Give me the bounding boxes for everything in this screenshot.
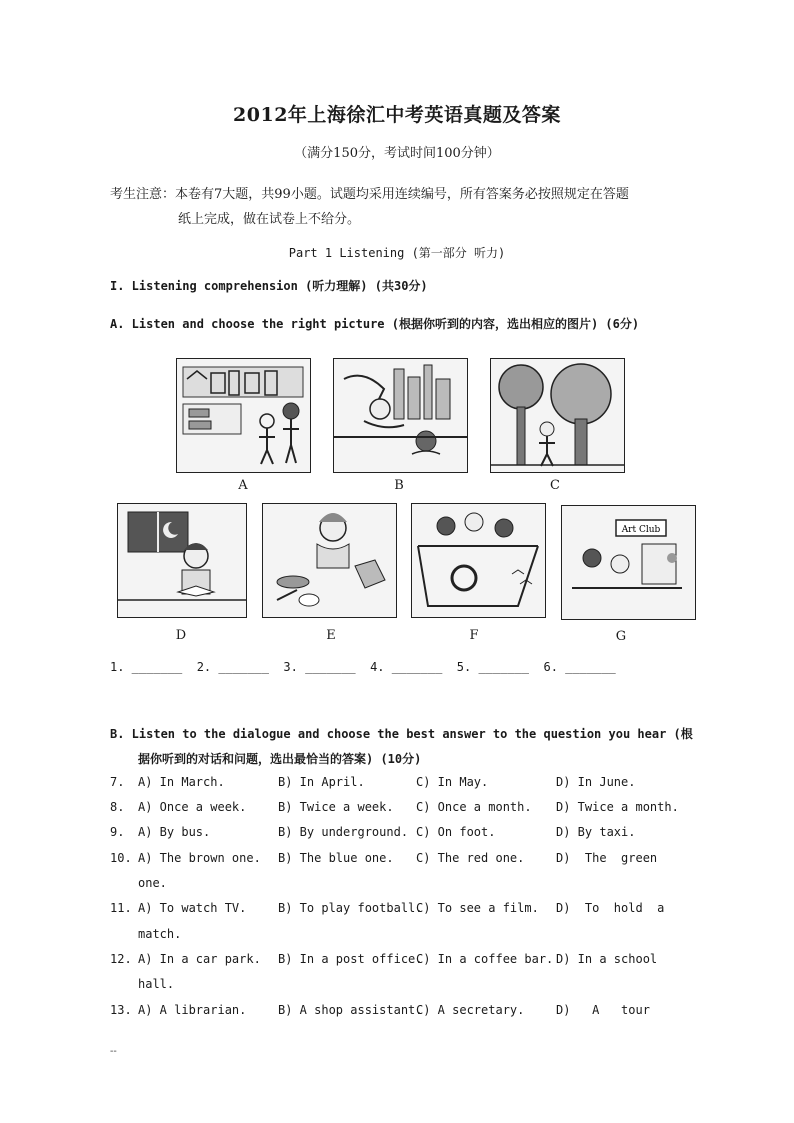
option-b: B) In April. (278, 775, 365, 789)
picture-d (117, 503, 247, 618)
option-d: D) In a school (556, 952, 658, 966)
option-d: D) The green (556, 851, 658, 865)
section-b-line-1: B. Listen to the dialogue and choose the best answer to the question you hear (根 (110, 727, 693, 741)
section-b-line-2: 据你听到的对话和问题，选出最恰当的答案) (10分) (138, 752, 422, 766)
part-heading: Part 1 Listening (第一部分 听力) (288, 246, 506, 260)
picture-g-label: G (615, 629, 627, 644)
option-b: B) The blue one. (278, 851, 394, 865)
question-row (110, 825, 690, 843)
option-d: D) To hold a (556, 901, 665, 915)
question-number: 11. (110, 901, 132, 915)
picture-f (411, 503, 546, 618)
question-row (110, 901, 690, 919)
question-number: 8. (110, 800, 125, 814)
option-continuation: one. (138, 876, 167, 890)
picture-b-label: B (394, 478, 404, 493)
art-club-sign: Art Club (621, 525, 661, 535)
option-continuation: match. (138, 927, 182, 941)
question-row-continuation (110, 977, 690, 995)
option-a: A) By bus. (138, 825, 211, 839)
option-a: A) To watch TV. (138, 901, 247, 915)
question-row (110, 1003, 690, 1021)
option-a: A) In a car park. (138, 952, 261, 966)
question-number: 10. (110, 851, 132, 865)
option-c: C) In a coffee bar. (416, 952, 554, 966)
option-a: A) Once a week. (138, 800, 247, 814)
option-a: A) In March. (138, 775, 225, 789)
question-row-continuation (110, 927, 690, 945)
picture-a-label: A (238, 478, 248, 493)
picture-e (262, 503, 397, 618)
option-a: A) A librarian. (138, 1003, 247, 1017)
option-b: B) To play football. (278, 901, 423, 915)
option-b: B) A shop assistant. (278, 1003, 423, 1017)
option-d: D) Twice a month. (556, 800, 679, 814)
option-c: C) In May. (416, 775, 489, 789)
question-row-continuation (110, 876, 690, 894)
picture-c-label: C (550, 478, 560, 493)
option-d: D) A tour (556, 1003, 650, 1017)
question-row (110, 775, 690, 793)
option-c: C) The red one. (416, 851, 525, 865)
answer-blanks-1-6: 1. _______ 2. _______ 3. _______ 4. _______ 5. _______ 6. _______ (110, 660, 616, 674)
question-number: 9. (110, 825, 125, 839)
option-d: D) By taxi. (556, 825, 636, 839)
picture-b (333, 358, 468, 473)
option-continuation: hall. (138, 977, 175, 991)
exam-info: （满分150分，考试时间100分钟） (294, 146, 500, 161)
option-c: C) On foot. (416, 825, 496, 839)
option-c: C) To see a film. (416, 901, 539, 915)
page-footer-mark: -- (110, 1046, 117, 1057)
question-number: 12. (110, 952, 132, 966)
option-b: B) By underground. (278, 825, 409, 839)
picture-d-label: D (175, 628, 187, 643)
question-row (110, 800, 690, 818)
question-row (110, 952, 690, 970)
option-b: B) In a post office. (278, 952, 423, 966)
question-row (110, 851, 690, 869)
question-number: 13. (110, 1003, 132, 1017)
page-title: 2012年上海徐汇中考英语真题及答案 (233, 104, 561, 126)
picture-e-label: E (326, 628, 336, 643)
section-i-heading: I. Listening comprehension (听力理解) (共30分) (110, 279, 428, 293)
section-a-heading: A. Listen and choose the right picture (根据你听到的内容，选出相应的图片) (6分) (110, 317, 640, 331)
option-b: B) Twice a week. (278, 800, 394, 814)
question-number: 7. (110, 775, 125, 789)
option-a: A) The brown one. (138, 851, 261, 865)
picture-c (490, 358, 625, 473)
picture-g (561, 505, 696, 620)
picture-f-label: F (469, 628, 479, 643)
option-c: C) A secretary. (416, 1003, 525, 1017)
option-c: C) Once a month. (416, 800, 532, 814)
notice-line-2: 纸上完成，做在试卷上不给分。 (178, 212, 361, 227)
option-d: D) In June. (556, 775, 636, 789)
notice-line-1: 考生注意：本卷有7大题，共99小题。试题均采用连续编号，所有答案务必按照规定在答题 (110, 187, 629, 202)
section-b-heading (110, 722, 700, 772)
candidate-notice (110, 182, 700, 232)
picture-a (176, 358, 311, 473)
